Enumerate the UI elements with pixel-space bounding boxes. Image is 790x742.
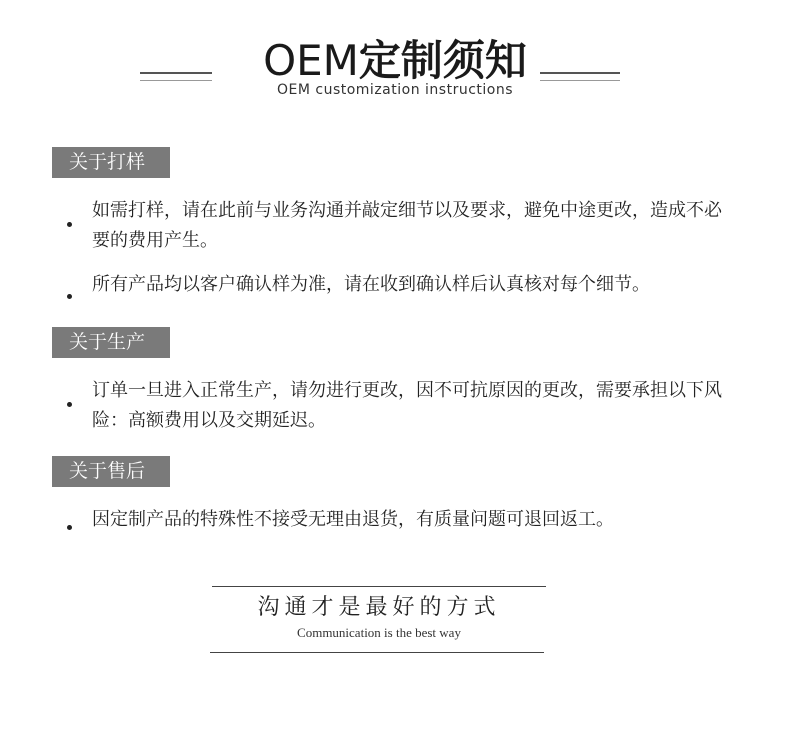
page-subtitle: OEM customization instructions — [276, 82, 514, 98]
section-label-after-sales: 关于售后 — [52, 456, 170, 487]
list-item-text: 如需打样，请在此前与业务沟通并敲定细节以及要求，避免中途更改，造成不必要的费用产生。 — [92, 200, 722, 251]
footer-divider-bottom — [210, 652, 544, 653]
page-title-en: OEM — [263, 36, 359, 85]
page-title-cn: 定制须知 — [358, 36, 527, 85]
list-item-text: 订单一旦进入正常生产，请勿进行更改，因不可抗原因的更改，需要承担以下风险：高额费用以及交期延迟。 — [92, 380, 722, 431]
footer-divider-top — [212, 586, 546, 587]
list-item-text: 所有产品均以客户确认样为准，请在收到确认样后认真核对每个细节。 — [92, 274, 650, 295]
footer-slogan-en: Communication is the best way — [297, 625, 461, 640]
list-item-text: 因定制产品的特殊性不接受无理由退货，有质量问题可退回返工。 — [92, 509, 614, 530]
bullet-icon — [67, 525, 72, 530]
page-title — [0, 28, 790, 88]
bullet-icon — [67, 294, 72, 299]
bullet-icon — [67, 402, 72, 407]
bullet-icon — [67, 222, 72, 227]
section-label-sampling: 关于打样 — [52, 147, 170, 178]
section-label-production: 关于生产 — [52, 327, 170, 358]
decorative-line-right — [540, 72, 620, 81]
footer-slogan-cn: 沟通才是最好的方式 — [257, 595, 501, 620]
page-header — [0, 0, 790, 110]
